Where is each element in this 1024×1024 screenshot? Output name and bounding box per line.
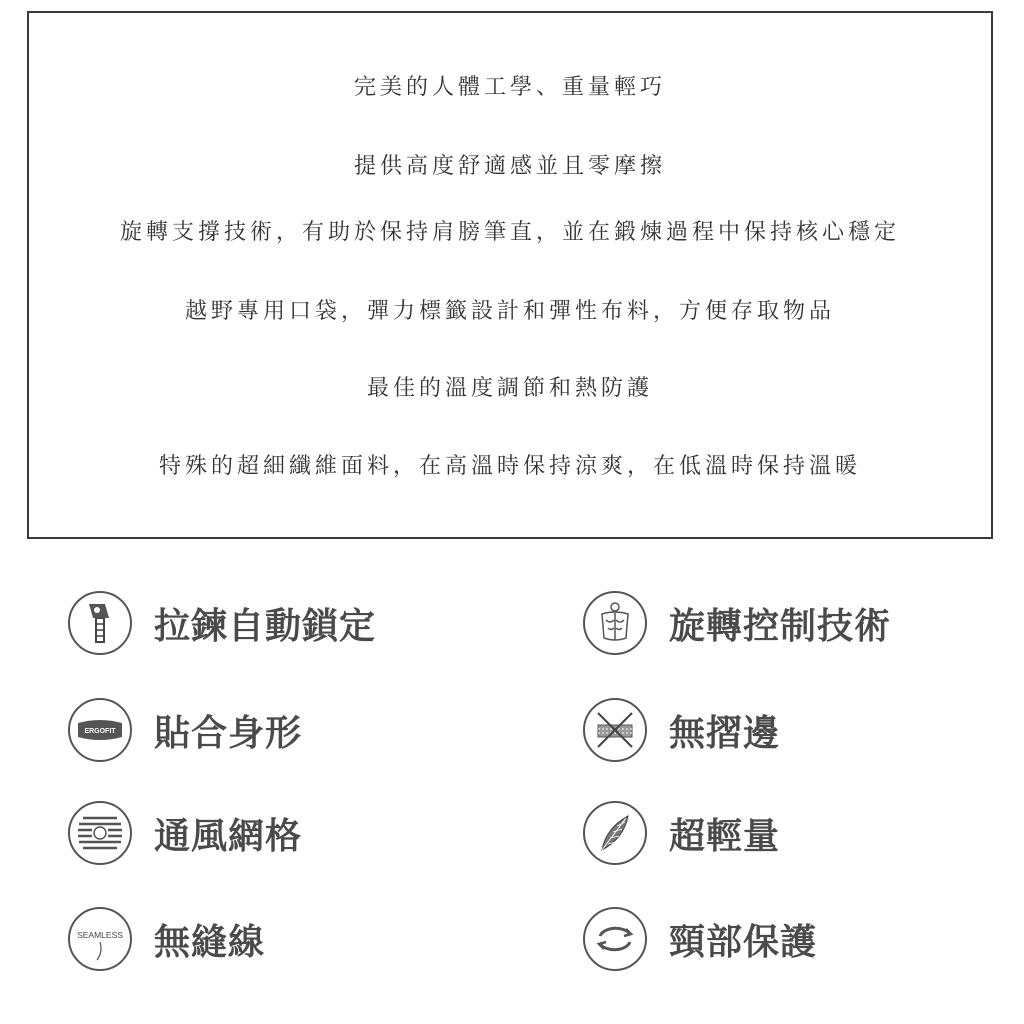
feature-rotation-control [583, 590, 891, 656]
ergofit-label: ERGOFIT [84, 728, 116, 735]
ergofit-band-icon [68, 698, 132, 762]
feature-no-hem [583, 697, 780, 763]
feature-zipper-lock [68, 590, 376, 656]
seamless-icon [68, 907, 132, 971]
no-hem-icon [583, 698, 647, 762]
feature-label: 頸部保護 [669, 921, 818, 963]
feature-ultra-light [583, 800, 780, 866]
description-line: 最佳的溫度調節和熱防護 [366, 376, 653, 401]
ventilation-mesh-icon [68, 801, 132, 865]
feature-ventilation-mesh [68, 800, 302, 866]
description-line: 旋轉支撐技術，有助於保持肩膀筆直，並在鍛煉過程中保持核心穩定 [119, 220, 900, 245]
feature-label: 超輕量 [669, 815, 781, 857]
zipper-icon [68, 591, 132, 655]
back-muscle-icon [583, 591, 647, 655]
description-line: 越野專用口袋，彈力標籤設計和彈性布料，方便存取物品 [184, 299, 835, 324]
description-line: 特殊的超細纖維面料，在高溫時保持涼爽，在低溫時保持溫暖 [158, 454, 861, 479]
feather-icon [583, 801, 647, 865]
feature-label: 無縫線 [154, 921, 266, 963]
feature-seamless [68, 906, 265, 972]
description-line: 提供高度舒適感並且零摩擦 [353, 154, 666, 179]
feature-label: 通風網格 [154, 815, 303, 857]
feature-label: 旋轉控制技術 [669, 605, 892, 647]
feature-neck-protection [583, 906, 817, 972]
feature-label: 貼合身形 [154, 712, 303, 754]
description-line: 完美的人體工學、重量輕巧 [353, 75, 666, 100]
feature-label: 拉鍊自動鎖定 [154, 605, 377, 647]
feature-body-fit [68, 697, 302, 763]
seamless-label: SEAMLESS [77, 930, 123, 940]
neck-protection-icon [583, 907, 647, 971]
description-box [27, 11, 993, 539]
feature-label: 無摺邊 [669, 712, 781, 754]
